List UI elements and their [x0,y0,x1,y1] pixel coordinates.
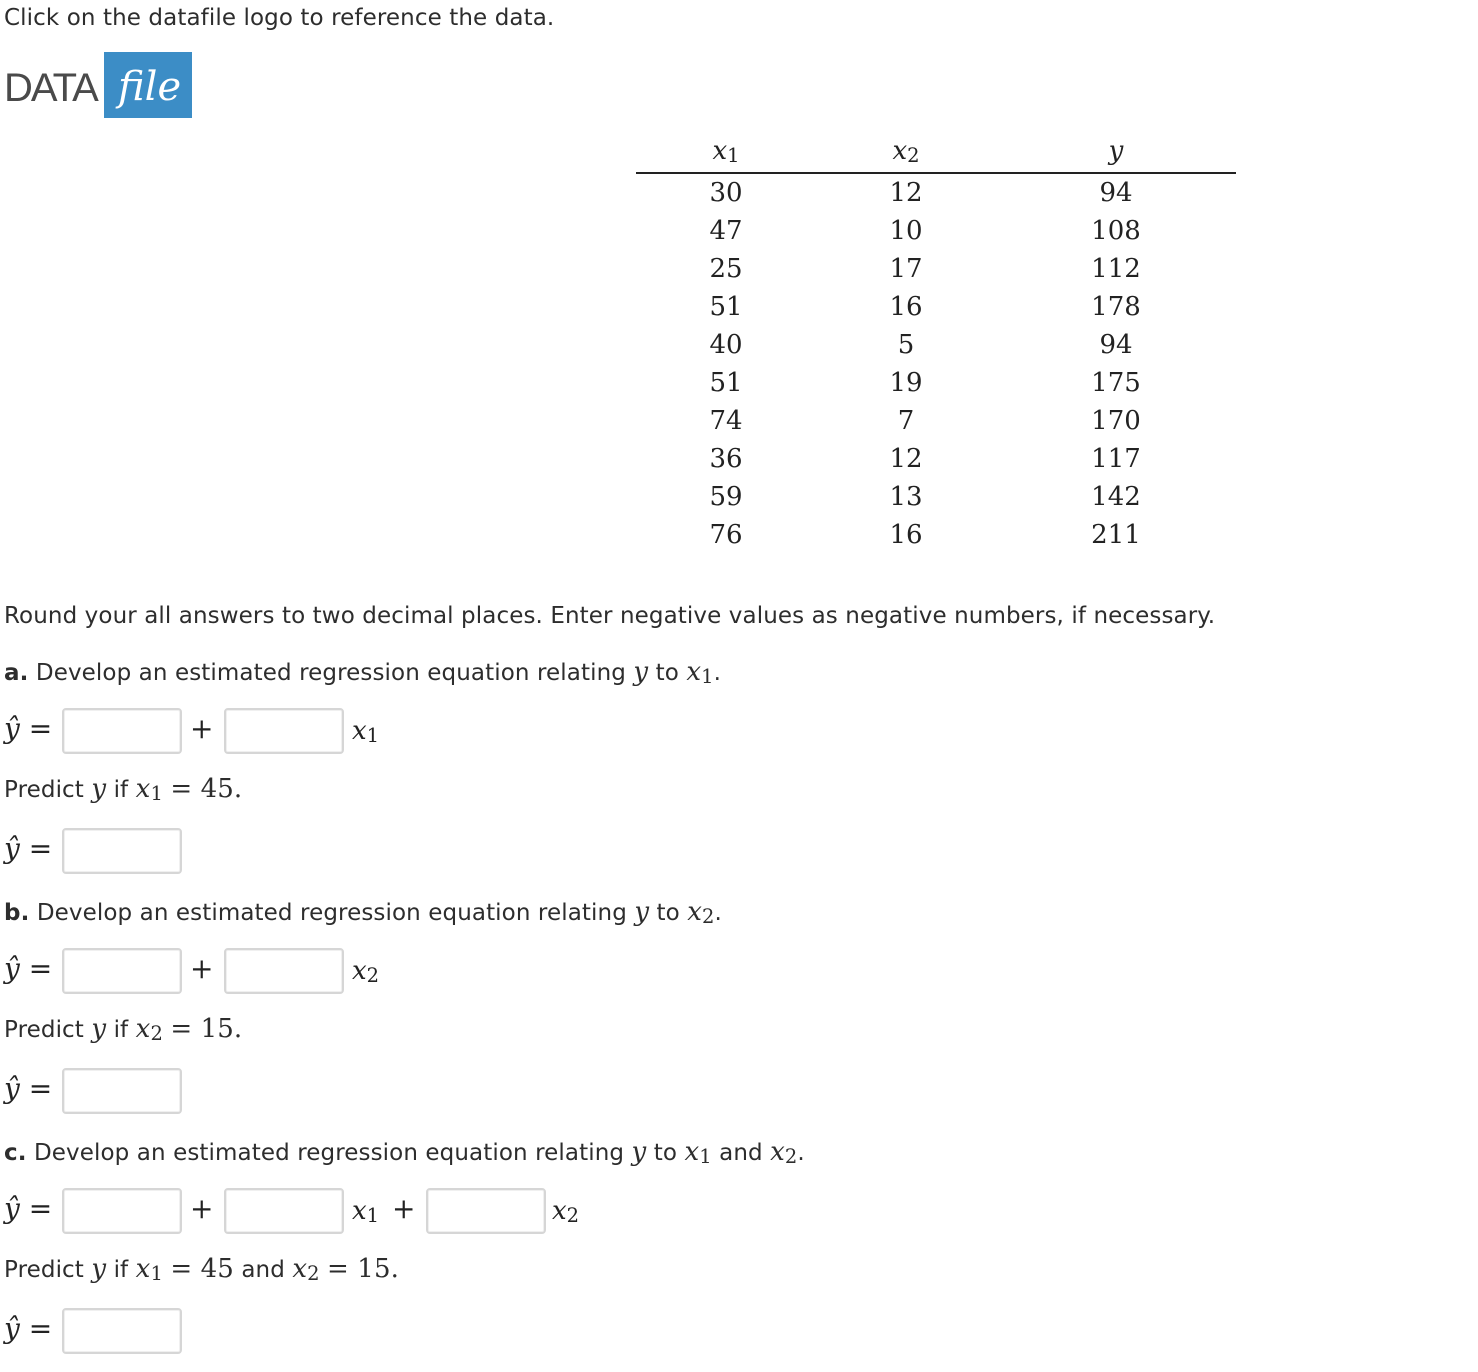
table-cell: 12 [889,444,923,474]
table-cell: 16 [889,292,923,322]
logo-file-box [104,52,192,118]
table-cell: 175 [1091,368,1141,398]
part-a-slope-input[interactable] [224,708,344,754]
table-cell: 17 [889,254,923,284]
part-c-x1-var: x1 [352,1196,380,1227]
table-cell: 12 [889,178,923,208]
plus-sign: + [190,1192,214,1225]
part-b-x2-var: x2 [352,956,380,987]
logo-data-word: DATA [4,66,97,110]
table-cell: 25 [709,254,743,284]
table-cell: 142 [1091,482,1141,512]
header-x1: x1 [712,136,740,167]
part-b-yhat: ŷ = [4,952,53,985]
table-cell: 51 [709,368,743,398]
plus-sign: + [190,712,214,745]
plus-sign: + [392,1192,416,1225]
part-c-predict: Predict y if x1 = 45 and x2 = 15. [4,1254,399,1285]
intro-text: Click on the datafile logo to reference the data. [4,5,555,31]
part-a-intercept-input[interactable] [62,708,182,754]
part-b-predict: Predict y if x2 = 15. [4,1014,243,1045]
part-c-predict-yhat: ŷ = [4,1312,53,1345]
part-a-prediction-input[interactable] [62,828,182,874]
table-cell: 94 [1099,330,1133,360]
table-cell: 16 [889,520,923,550]
table-cell: 108 [1091,216,1141,246]
part-c-x2-coef-input[interactable] [426,1188,546,1234]
part-c-prediction-input[interactable] [62,1308,182,1354]
table-cell: 19 [889,368,923,398]
table-cell: 10 [889,216,923,246]
part-c-yhat: ŷ = [4,1192,53,1225]
table-cell: 30 [709,178,743,208]
part-b-intercept-input[interactable] [62,948,182,994]
instructions-text: Round your all answers to two decimal places. Enter negative values as negative numbers, if necessary. [4,603,1216,629]
table-cell: 59 [709,482,743,512]
header-x2: x2 [892,136,920,167]
table-cell: 13 [889,482,923,512]
table-cell: 211 [1091,520,1141,550]
table-cell: 94 [1099,178,1133,208]
table-cell: 170 [1091,406,1141,436]
table-cell: 74 [709,406,743,436]
table-cell: 5 [897,330,915,360]
part-b-predict-yhat: ŷ = [4,1072,53,1105]
table-cell: 117 [1091,444,1141,474]
table-cell: 76 [709,520,743,550]
part-b-slope-input[interactable] [224,948,344,994]
plus-sign: + [190,952,214,985]
table-cell: 112 [1091,254,1141,284]
table-header [636,130,1236,174]
table-cell: 51 [709,292,743,322]
part-b-prediction-input[interactable] [62,1068,182,1114]
table-cell: 7 [897,406,915,436]
part-c-x1-coef-input[interactable] [224,1188,344,1234]
part-a-predict: Predict y if x1 = 45. [4,774,243,805]
part-a-prompt: a. Develop an estimated regression equation relating y to x1. [4,657,722,688]
table-cell: 36 [709,444,743,474]
logo-file-word: file [118,64,182,110]
part-a-x1-var: x1 [352,716,380,747]
part-a-yhat: ŷ = [4,712,53,745]
datafile-logo[interactable] [4,52,194,118]
part-c-x2-var: x2 [552,1196,580,1227]
part-c-prompt: c. Develop an estimated regression equation relating y to x1 and x2. [4,1137,805,1168]
table-cell: 40 [709,330,743,360]
part-b-prompt: b. Develop an estimated regression equation relating y to x2. [4,897,722,928]
table-cell: 47 [709,216,743,246]
part-a-predict-yhat: ŷ = [4,832,53,865]
part-c-intercept-input[interactable] [62,1188,182,1234]
header-y: y [1108,136,1124,166]
table-cell: 178 [1091,292,1141,322]
